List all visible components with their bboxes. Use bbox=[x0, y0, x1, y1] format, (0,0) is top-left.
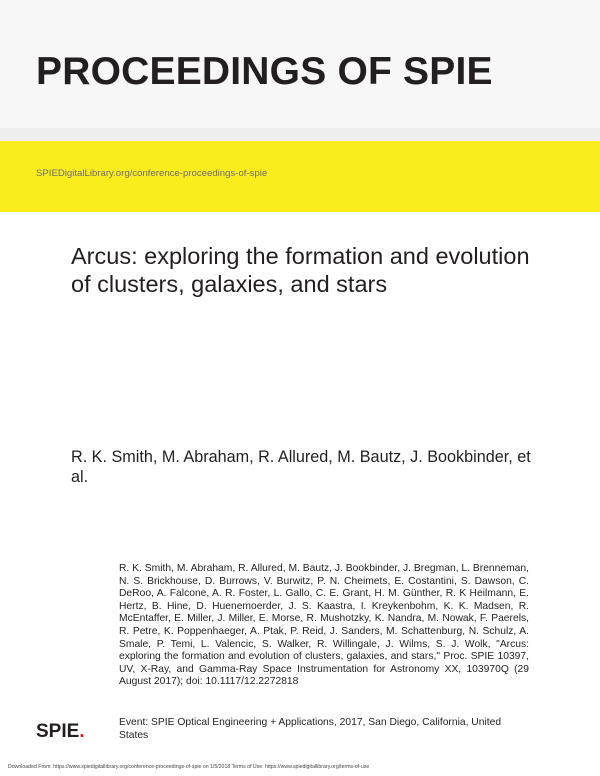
paper-title: Arcus: exploring the formation and evolution of clusters, galaxies, and stars bbox=[71, 243, 530, 297]
authors-short-list: R. K. Smith, M. Abraham, R. Allured, M. Bautz, J. Bookbinder, et al. bbox=[71, 448, 531, 486]
proceedings-title: PROCEEDINGS OF SPIE bbox=[36, 50, 493, 93]
citation-block: R. K. Smith, M. Abraham, R. Allured, M. Bautz, J. Bookbinder, J. Bregman, L. Brenneman, N. S. Brickhouse, D. Burrows, V. Burwitz, P. N. Cheimets, E. Costantini, S. Dawson, C. DeRoo, A. Falcone, A. R. Foster, L. Gallo, C. E. Grant, H. M. Günther, R. K Heilmann, E. Hertz, B. Hine, D. Huenemoerder, J. S. Kaastra, I. Kreykenbohm, K. K. Madsen, R. McEntaffer, E. Miller, J. Miller, E. Morse, R. Mushotzky, K. Nandra, M. Nowak, F. Paerels, R. Petre, K. Poppenhaeger, A. Ptak, P. Reid, J. Sanders, M. Schattenburg, N. Schulz, A. Smale, P. Temi, L. Valencic, S. Walker, R. Willingale, J. Wilms, S. J. Wolk, "Arcus: exploring the formation and evolution of clusters, galaxies, and stars," Proc. SPIE 10397, UV, X-Ray, and Gamma-Ray Space Instrumentation for Astronomy XX, 103970Q (29 August 2017); doi: 10.1117/12.2272818 bbox=[119, 563, 529, 688]
spie-logo-dot: . bbox=[79, 721, 85, 742]
digital-library-url[interactable]: SPIEDigitalLibrary.org/conference-proceedings-of-spie bbox=[36, 168, 268, 179]
masthead bbox=[0, 0, 600, 128]
event-info: Event: SPIE Optical Engineering + Applications, 2017, San Diego, California, United States bbox=[119, 717, 502, 741]
spie-logo bbox=[36, 722, 85, 741]
grey-divider-band bbox=[0, 128, 600, 141]
download-footer: Downloaded From: https://www.spiedigitallibrary.org/conference-proceedings-of-spie on 1/5/2018 Terms of Use: https://www.spiedigitallibrary.org/terms-of-use bbox=[8, 764, 370, 770]
spie-logo-text: SPIE bbox=[36, 721, 80, 742]
